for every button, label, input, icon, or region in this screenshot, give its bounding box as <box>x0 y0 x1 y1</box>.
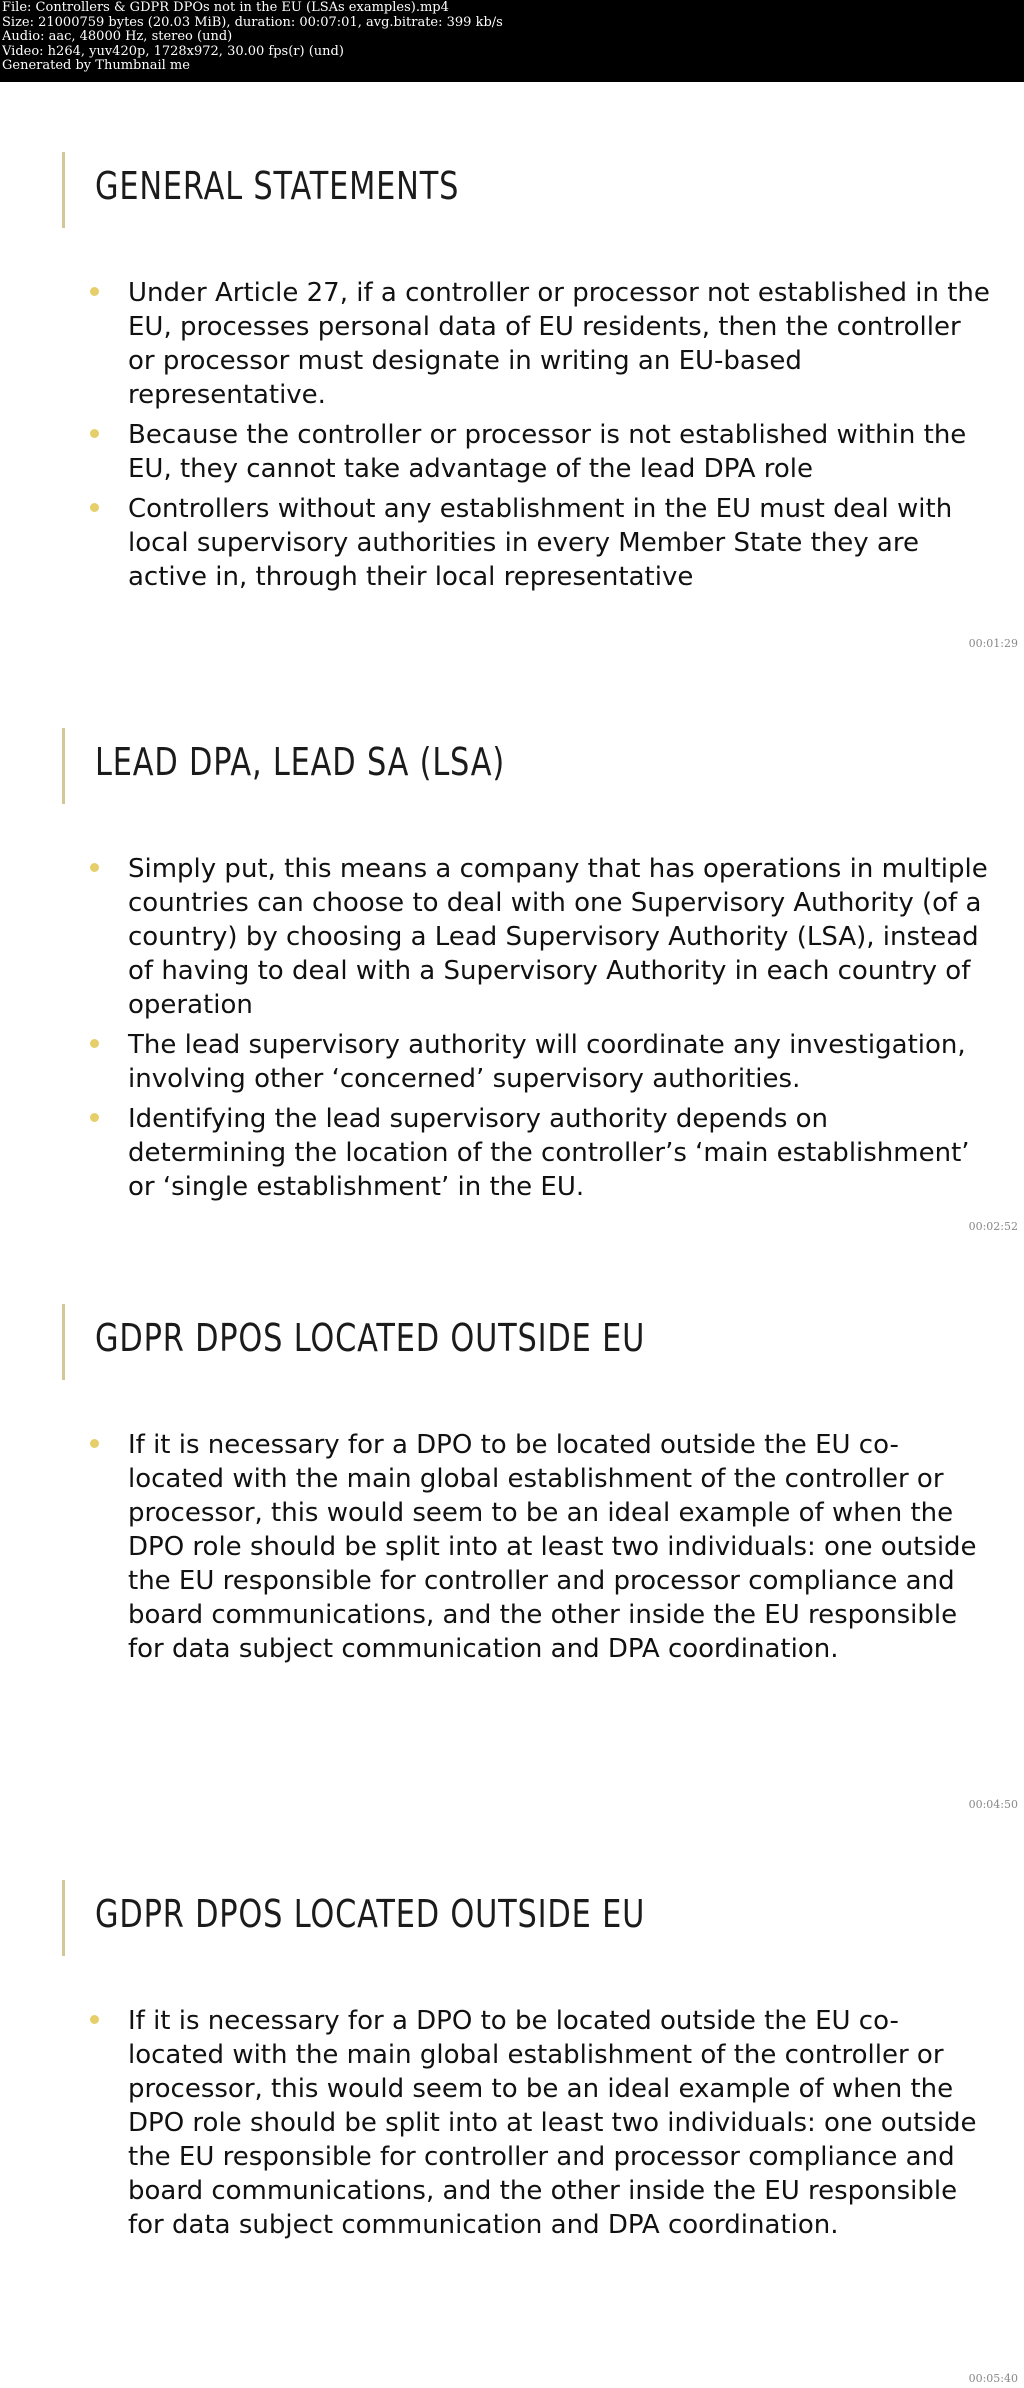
header-line-file: File: Controllers & GDPR DPOs not in the EU (LSAs examples).mp4 <box>2 1 449 15</box>
header-line-generator: Generated by Thumbnail me <box>2 59 190 73</box>
slide-thumbnail-2 <box>0 658 1024 1234</box>
bullet-dot-icon <box>90 863 99 872</box>
title-accent-bar <box>62 152 65 228</box>
bullet-item <box>90 492 990 594</box>
bullet-text: Simply put, this means a company that has operations in multiple countries can choose to deal with one Supervisory Authority (of a country) by choosing a Lead Supervisory Authority (LSA), instead of having to deal with a Supervisory Authority in each country of operation <box>128 854 988 1020</box>
bullet-dot-icon <box>90 1113 99 1122</box>
bullet-dot-icon <box>90 1039 99 1048</box>
bullet-text: If it is necessary for a DPO to be located outside the EU co-located with the main global establishment of the controller or processor, this would seem to be an ideal example of when the DPO role should be split into at least two individuals: one outside the EU responsible for controller and processor compliance and board communications, and the other inside the EU responsible for data subject communication and DPA coordination. <box>128 1430 977 1664</box>
title-accent-bar <box>62 728 65 804</box>
bullet-dot-icon <box>90 503 99 512</box>
bullet-item <box>90 1428 990 1666</box>
bullet-text: Because the controller or processor is not established within the EU, they cannot take advantage of the lead DPA role <box>128 420 967 484</box>
bullet-text: The lead supervisory authority will coordinate any investigation, involving other ‘concerned’ supervisory authorities. <box>128 1030 966 1094</box>
timestamp: 00:02:52 <box>968 1220 1018 1233</box>
bullet-dot-icon <box>90 2015 99 2024</box>
bullet-item <box>90 852 990 1022</box>
header-line-video: Video: h264, yuv420p, 1728x972, 30.00 fps(r) (und) <box>2 44 344 59</box>
slide-thumbnail-4 <box>0 1810 1024 2386</box>
timestamp: 00:04:50 <box>968 1798 1018 1810</box>
header-line-audio: Audio: aac, 48000 Hz, stereo (und) <box>2 30 233 44</box>
slide-title: LEAD DPA, LEAD SA (LSA) <box>95 740 505 784</box>
bullet-dot-icon <box>90 429 99 438</box>
bullet-text: Identifying the lead supervisory authority depends on determining the location of the controller’s ‘main establishment’ or ‘single establishment’ in the EU. <box>128 1104 970 1202</box>
slide-thumbnail-1 <box>0 82 1024 658</box>
bullet-item <box>90 276 990 412</box>
slide-title: GDPR DPOS LOCATED OUTSIDE EU <box>95 1316 646 1360</box>
bullet-item <box>90 2004 990 2242</box>
title-accent-bar <box>62 1880 65 1956</box>
header-line-size: Size: 21000759 bytes (20.03 MiB), duration: 00:07:01, avg.bitrate: 399 kb/s <box>2 15 503 30</box>
bullet-list <box>90 1428 990 1672</box>
slide-thumbnail-3 <box>0 1234 1024 1810</box>
slide-title: GENERAL STATEMENTS <box>95 164 460 208</box>
bullet-list <box>90 276 990 600</box>
bullet-list <box>90 852 990 1210</box>
title-accent-bar <box>62 1304 65 1380</box>
bullet-item <box>90 1102 990 1204</box>
bullet-dot-icon <box>90 1439 99 1448</box>
bullet-text: Under Article 27, if a controller or processor not established in the EU, processes personal data of EU residents, then the controller or processor must designate in writing an EU-based representative. <box>128 278 990 410</box>
slide-title: GDPR DPOS LOCATED OUTSIDE EU <box>95 1892 646 1936</box>
bullet-item <box>90 1028 990 1096</box>
bullet-dot-icon <box>90 287 99 296</box>
bullet-item <box>90 418 990 486</box>
bullet-text: Controllers without any establishment in the EU must deal with local supervisory authorities in every Member State they are active in, through their local representative <box>128 494 953 592</box>
timestamp: 00:01:29 <box>968 637 1018 650</box>
bullet-text: If it is necessary for a DPO to be located outside the EU co-located with the main global establishment of the controller or processor, this would seem to be an ideal example of when the DPO role should be split into at least two individuals: one outside the EU responsible for controller and processor compliance and board communications, and the other inside the EU responsible for data subject communication and DPA coordination. <box>128 2006 977 2240</box>
timestamp: 00:05:40 <box>968 2372 1018 2385</box>
video-info-header <box>0 0 1024 82</box>
bullet-list <box>90 2004 990 2248</box>
